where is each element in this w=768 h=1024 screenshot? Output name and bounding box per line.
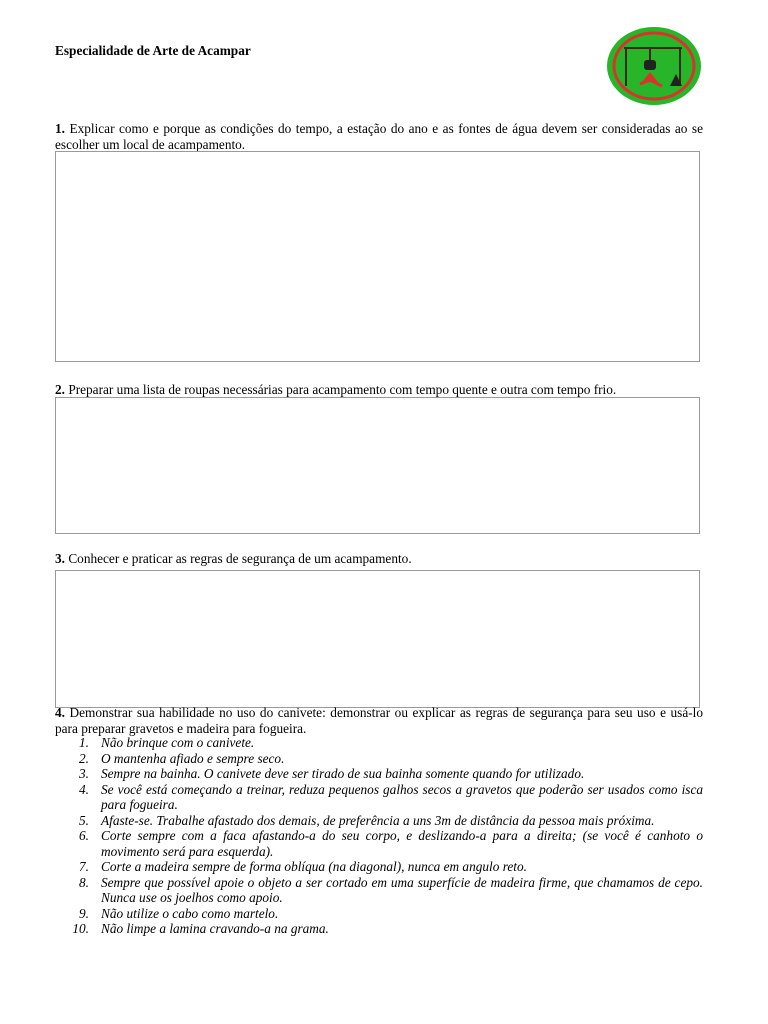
list-number: 3.	[79, 766, 89, 781]
question-1	[55, 121, 703, 152]
question-number: 2.	[55, 382, 65, 397]
question-2	[55, 382, 703, 398]
list-item	[55, 735, 703, 751]
list-text: Corte a madeira sempre de forma oblíqua (na diagonal), nunca em angulo reto.	[101, 859, 527, 874]
list-number: 2.	[79, 750, 89, 766]
list-text: Não brinque com o canivete.	[101, 735, 255, 750]
answer-box-1[interactable]	[55, 151, 700, 362]
list-text: Corte sempre com a faca afastando-a do seu corpo, e deslizando-a para a direita; (se você é canhoto o movimento será para esquerda).	[101, 828, 703, 859]
list-item	[55, 828, 703, 859]
question-3	[55, 551, 703, 567]
question-number: 4.	[55, 705, 65, 720]
question-number: 3.	[55, 551, 65, 566]
list-text: Afaste-se. Trabalhe afastado dos demais, de preferência a uns 3m de distância da pessoa mais próxima.	[101, 812, 655, 828]
answer-box-2[interactable]	[55, 397, 700, 534]
list-item	[55, 875, 703, 906]
safety-rules-list	[55, 735, 703, 937]
list-number: 6.	[79, 828, 89, 843]
list-item	[55, 782, 703, 813]
list-item	[55, 921, 703, 937]
list-number: 9.	[79, 905, 89, 921]
question-text: Preparar uma lista de roupas necessárias para acampamento com tempo quente e outra com tempo frio.	[68, 382, 617, 397]
question-text: Demonstrar sua habilidade no uso do canivete: demonstrar ou explicar as regras de segurança para seu uso e usá-lo para preparar gravetos e madeira para fogueira.	[55, 705, 704, 736]
question-number: 1.	[55, 121, 65, 136]
list-text: Sempre que possível apoie o objeto a ser cortado em uma superfície de madeira firme, que chamamos de cepo. Nunca use os joelhos como apoio.	[101, 874, 703, 905]
page-title: Especialidade de Arte de Acampar	[55, 43, 251, 58]
list-text: Sempre na bainha. O canivete deve ser tirado de sua bainha somente quando for utilizado.	[101, 766, 585, 781]
list-number: 4.	[79, 781, 89, 797]
list-item	[55, 859, 703, 875]
list-number: 5.	[79, 812, 89, 828]
list-item	[55, 766, 703, 782]
list-text: Se você está começando a treinar, reduza pequenos galhos secos a gravetos que poderão ser usados como isca para fogueira.	[101, 781, 703, 812]
list-number: 1.	[79, 735, 89, 750]
question-4	[55, 705, 703, 736]
question-text: Explicar como e porque as condições do tempo, a estação do ano e as fontes de água devem ser consideradas ao se escolher um local de acampamento.	[55, 121, 703, 152]
list-number: 10.	[72, 921, 89, 936]
list-item	[55, 813, 703, 829]
list-text: O mantenha afiado e sempre seco.	[101, 750, 285, 766]
list-number: 7.	[79, 859, 89, 874]
list-item	[55, 906, 703, 922]
list-text: Não utilize o cabo como martelo.	[101, 905, 279, 921]
question-text: Conhecer e praticar as regras de segurança de um acampamento.	[68, 551, 412, 566]
list-text: Não limpe a lamina cravando-a na grama.	[101, 921, 329, 936]
answer-box-3[interactable]	[55, 570, 700, 708]
list-number: 8.	[79, 874, 89, 890]
campfire-badge-icon	[606, 26, 702, 106]
list-item	[55, 751, 703, 767]
